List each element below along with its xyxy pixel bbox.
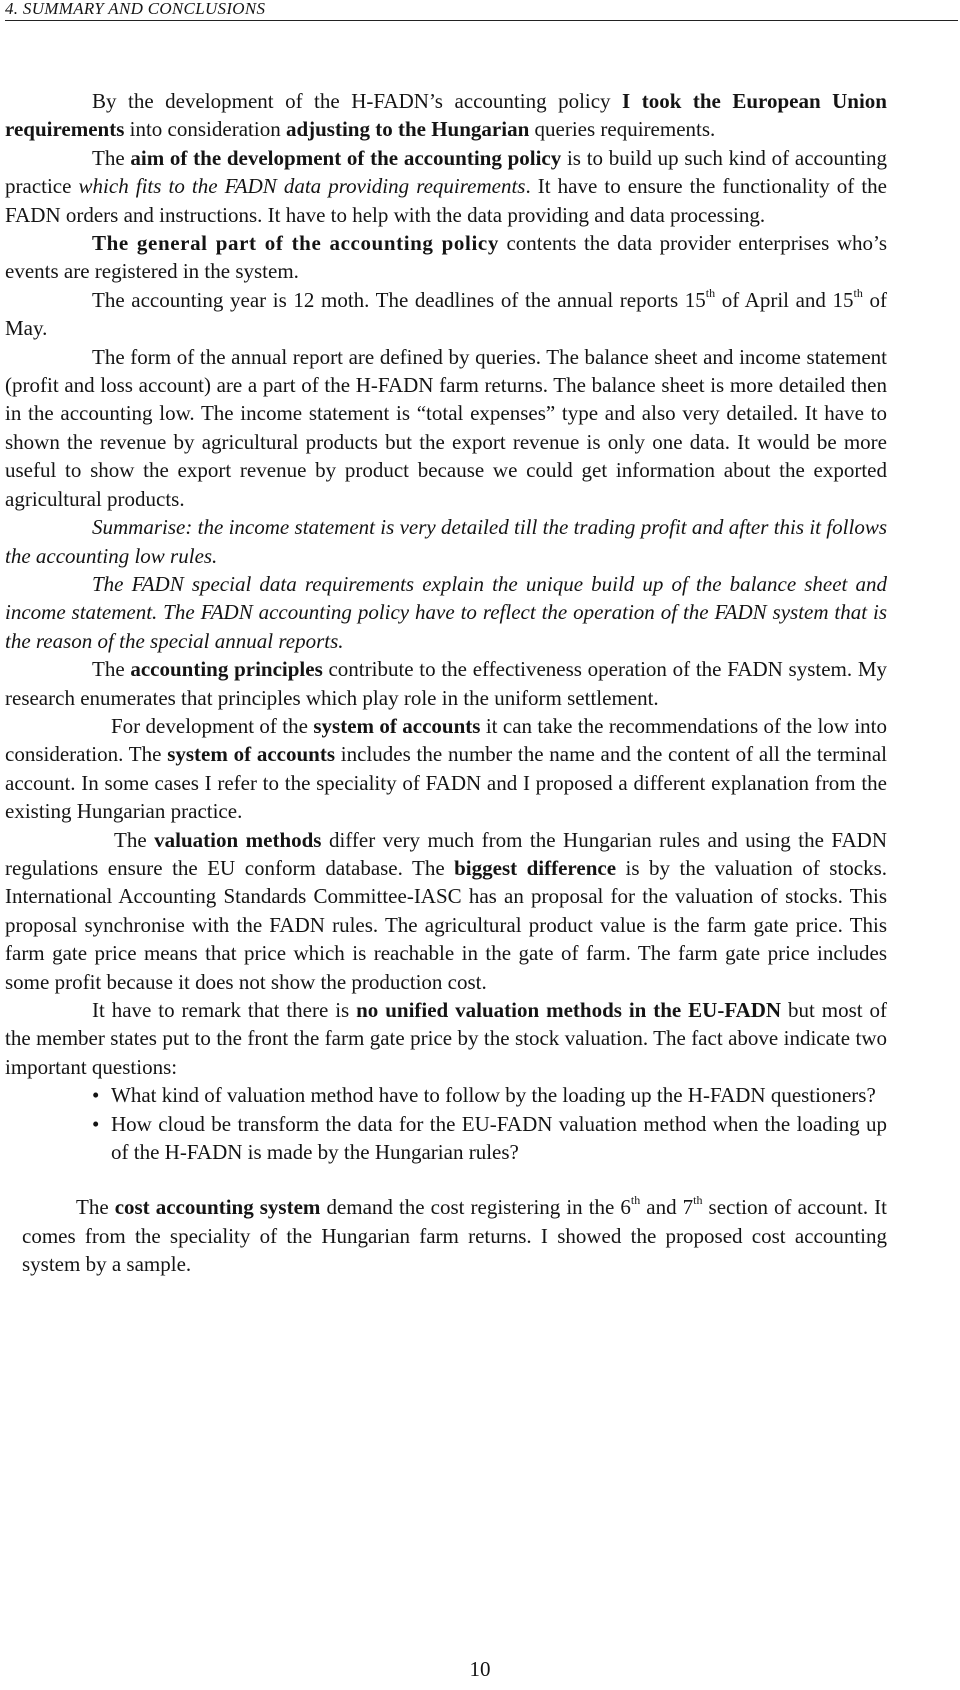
- bold-text: accounting principles: [130, 657, 323, 682]
- text-run: of April and 15: [715, 287, 854, 312]
- paragraph-aim: [5, 144, 887, 229]
- italic-text: The FADN special data requirements explain the unique build up of the balance sheet and income statement. The FADN accounting policy have to reflect the operation of the FADN system that is the reason of the special annual reports.: [5, 571, 887, 653]
- text-run: but most of the member states put to the front the farm gate price by the stock valuation. The fact above indicate two important questions:: [5, 998, 887, 1079]
- text-run: The: [92, 145, 131, 170]
- bullet-icon: •: [92, 1083, 100, 1108]
- paragraph-accounting-principles: [5, 655, 887, 712]
- text-run: section of account. It comes from the speciality of the Hungarian farm returns. I showed the proposed cost accounting system by a sample.: [22, 1195, 887, 1277]
- text-run: queries requirements.: [529, 117, 716, 142]
- paragraph-valuation-methods: [5, 826, 887, 996]
- text-run: contribute to the effectiveness operation of the FADN system. My research enumerates that principles which play role in the uniform settlement.: [5, 657, 887, 710]
- bold-text: system of accounts: [313, 713, 481, 738]
- list-item-text: What kind of valuation method have to follow by the loading up the H-FADN questioners?: [111, 1083, 876, 1108]
- text-run: It have to remark that there is: [92, 998, 357, 1022]
- text-run: The accounting year is 12 moth. The deadlines of the annual reports 15: [92, 287, 706, 312]
- text-run: is by the valuation of stocks. International Accounting Standards Committee-IASC has an proposal for the valuation of stocks. This proposal synchronise with the FADN rules. The agricultural product value is the farm gate price. This farm gate price means that price which is reachable in the gate of farm. The farm gate price includes some profit because it does not show the production cost.: [5, 855, 887, 994]
- paragraph-accounting-year: [5, 286, 887, 343]
- superscript: th: [630, 1193, 641, 1208]
- list-item: [92, 1081, 887, 1109]
- italic-text: which fits to the FADN data providing requirements: [78, 174, 526, 199]
- section-title: 4. SUMMARY AND CONCLUSIONS: [5, 0, 266, 18]
- bold-text: system of accounts: [167, 742, 336, 767]
- text-run: into consideration: [124, 117, 286, 142]
- text-run: differ very much from the Hungarian rules and using the FADN regulations ensure the EU conform database. The: [5, 827, 888, 880]
- text-run: The: [76, 1195, 115, 1220]
- bullet-icon: •: [92, 1111, 100, 1136]
- paragraph-general-part: [5, 229, 887, 286]
- document-body: [5, 87, 887, 1279]
- questions-list: [5, 1081, 887, 1166]
- paragraph-special-requirements: [5, 570, 887, 655]
- superscript: th: [693, 1193, 703, 1208]
- bold-text: valuation methods: [154, 827, 322, 852]
- text-run: The form of the annual report are defined by queries. The balance sheet and income statement (profit and loss account) are a part of the H-FADN farm returns. The balance sheet is more detailed then in the accounting low. The income statement is “total expenses” type and also very detailed. It have to shown the revenue by agricultural products but the export revenue is only one data. It would be more useful to show the export revenue by product because we could get information about the exported agricultural products.: [5, 344, 887, 511]
- italic-text: Summarise: the income statement is very detailed till the trading profit and after this it follows the accounting low rules.: [5, 515, 887, 568]
- superscript: th: [853, 285, 863, 300]
- text-run: By the development of the H-FADN’s accounting policy: [92, 89, 623, 113]
- paragraph-cost-accounting: [5, 1193, 887, 1278]
- text-run: The: [114, 827, 155, 852]
- text-run: is to build up such kind of accounting practice: [5, 145, 888, 199]
- text-run: of May.: [5, 287, 887, 341]
- text-run: includes the number the name and the content of all the terminal account. In some cases I refer to the speciality of FADN and I proposed a different explanation from the existing Hungarian practice.: [5, 742, 887, 824]
- bold-text: biggest difference: [454, 855, 617, 880]
- text-run: and 7: [640, 1195, 694, 1220]
- paragraph-summarise: [5, 513, 887, 570]
- text-run: . It have to ensure the functionality of the FADN orders and instructions. It have to help with the data providing and data processing.: [5, 174, 887, 227]
- bold-text: The general part of the accounting policy: [92, 231, 499, 256]
- paragraph-annual-report: [5, 343, 887, 513]
- paragraph-system-of-accounts: [5, 712, 887, 826]
- text-run: contents the data provider enterprises who’s events are registered in the system.: [5, 231, 887, 284]
- text-run: For development of the: [111, 713, 314, 738]
- paragraph-intro: [5, 87, 887, 144]
- page-header: [5, 0, 958, 21]
- list-item-text: How cloud be transform the data for the EU-FADN valuation method when the loading up of the H-FADN is made by the Hungarian rules?: [111, 1111, 887, 1165]
- text-run: demand the cost registering in the 6: [320, 1195, 631, 1220]
- bold-text: aim of the development of the accounting policy: [130, 145, 562, 170]
- bold-text: no unified valuation methods in the EU-FADN: [356, 998, 782, 1022]
- bold-text: I took the European Union requirements: [5, 89, 887, 142]
- page-number: 10: [469, 1657, 491, 1681]
- superscript: th: [705, 285, 716, 300]
- text-run: The: [92, 657, 131, 682]
- list-item: [92, 1110, 887, 1167]
- bold-text: cost accounting system: [114, 1195, 321, 1220]
- text-run: it can take the recommendations of the low into consideration. The: [5, 713, 888, 767]
- paragraph-no-unified-methods: [5, 996, 887, 1081]
- bold-text: adjusting to the Hungarian: [285, 117, 530, 142]
